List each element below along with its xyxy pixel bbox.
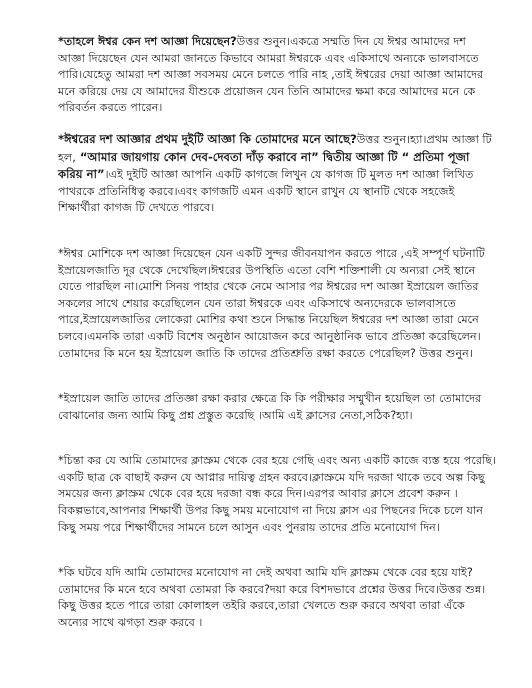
paragraph-text: উত্তর শুনুন।হ্যা।প্রথম আজ্ঞা টি হল, <box>58 132 492 164</box>
paragraph-2 <box>58 131 496 217</box>
paragraph-text: ।এই দুইটি আজ্ঞা আপনি একটি কাগজে লিখুন যে কাগজ টি মুলত দশ আজ্ঞা লিখিত পাথরকে প্রতিনিধিত্ব করবে।এবং কাগজটি এমন একটি স্থানে রাখুন যে স্থানটি থেকে সহজেই শিক্ষার্থীরা কাগজ টি দেখতে পারবে। <box>58 168 474 215</box>
paragraph-4 <box>58 391 496 424</box>
question-heading: *তাহলে ঈশ্বর কেন দশ আজ্ঞা দিয়েছেন? <box>58 35 237 48</box>
paragraph-text: *ঈশ্বর মোশিকে দশ আজ্ঞা দিয়েছেন যেন একটি সুন্দর জীবনযাপন করতে পারে ,এই সম্পূর্ণ ঘটনাটি ইস্রায়েলজাতি দূর থেকে দেখেছিল।ঈশ্বরের উপস্থিতি এতো বেশি শক্তিশালী যে অন্যরা সেই স্থানে যেতে পারছিল না।মোশি সিনয় পাহার থেকে নেমে আসার পর ঈশ্বরের দশ আজ্ঞা ইস্রায়েল জাতির সকলের সাথে শেয়ার করেছিলেন যেন তারা ঈশ্বরকে এবং একিসাথে অন্যদেরকে ভালবাসতে পারে,ইস্রায়েলজাতির লোকেরা মোশির কথা শুনে সিদ্ধান্ত নিয়েছিল ঈশ্বরের দশ আজ্ঞা তারা মেনে চলবে।এমনকি তারা একটি বিশেষ অনুষ্ঠান আয়োজন করে আনুষ্ঠানিক ভাবে প্রতিজ্ঞা করেছিলেন।তোমাদের কি মনে হয় ইস্রায়েল জাতি কি তাদের প্রতিশ্রুতি রক্ষা করতে পেরেছিল? উত্তর শুনুন। <box>58 246 485 360</box>
paragraph-text: *ইস্রায়েল জাতি তাদের প্রতিজ্ঞা রক্ষা করার ক্ষেত্রে কি কি পরীক্ষার সম্মুখীন হয়েছিল তা তোমাদের বোঝানোর জন্য আমি কিছু প্রশ্ন প্রস্তুত করেছি ।আমি এই ক্লাসের নেতা,সঠিক?হ্যা। <box>58 392 482 422</box>
paragraph-1 <box>58 34 496 117</box>
paragraph-6 <box>58 565 496 631</box>
paragraph-3 <box>58 246 496 362</box>
paragraph-text: *কি ঘটবে যদি আমি তোমাদের মনোযোগ না দেই অথবা আমি যদি ক্লাস্রুম থেকে বের হয়ে যাই?তোমাদের কি মনে হবে অথবা তোমরা কি করবে?দয়া করে বিশদভাবে প্রশ্নের উত্তর দিবে।উত্তর শুন্ন।কিছু উত্তর হতে পারে তারা কোলাহল তইরি করবে,তারা খেলতে শুরু করবে অথবা তারা এঁকে অন্যের সাথে ঝগড়া শুরু করবে । <box>58 566 486 630</box>
question-heading: *ঈশ্বরের দশ আজ্ঞার প্রথম দুইটি আজ্ঞা কি তোমাদের মনে আছে? <box>58 131 357 146</box>
commandment-quote: “আমার জায়গায় কোন দেব-দেবতা দাঁড় করাবে না” <box>75 149 323 164</box>
paragraph-text: উত্তর শুনুন।একত্রে সম্মতি দিন যে ঈশ্বর আমাদের দশ আজ্ঞা দিয়েছেন যেন আমরা জানতে কিভাবে আমরা ঈশ্বরকে এবং একিসাথে অন্যকে ভালবাসতে পারি।যেহেতু আমরা দশ আজ্ঞা সবসময় মেনে চলতে পারি নাহ ,তাই ঈশ্বরের দেয়া আজ্ঞা আমাদের মনে করিয়ে দেয় যে আমাদের যীশুকে প্রয়োজন যেন তিনি আমাদের ক্ষমা করে আমাদের মনে কে পরিবর্তন করতে পারেন। <box>58 35 484 115</box>
paragraph-5 <box>58 453 496 536</box>
commandment-quote: দ্বিতীয় আজ্ঞা টি “ প্রতিমা পূজা করিয় না” <box>58 149 470 182</box>
paragraph-text: *চিন্তা কর যে আমি তোমাদের ক্লাস্রুম থেকে বের হয়ে গেছি এবং অন্য একটি কাজে ব্যস্ত হয়ে পরেছি।একটি ছাত্র কে বাছাই করুন যে আপ্নার দায়িত্ব গ্রহন করবে।ক্লাস্রুমে যদি দরজা থাকে তবে অল্প কিছু সময়ের জন্য ক্লাস্রুম থেকে বের হয়ে দরজা বন্ধ করে দিন।এরপর আবার ক্লাসে প্রবেশ করুন ।বিকল্পভাবে,আপনার শিক্ষার্থী উপর কিছু সময় মনোযোগ না দিয়ে ক্লাস এর পিছনের দিকে চলে যান কিছু সময় পরে শিক্ষার্থীদের সামনে চলে আসুন এবং পুনরায় তাদের প্রতি মনোযোগ দিন। <box>58 454 497 534</box>
